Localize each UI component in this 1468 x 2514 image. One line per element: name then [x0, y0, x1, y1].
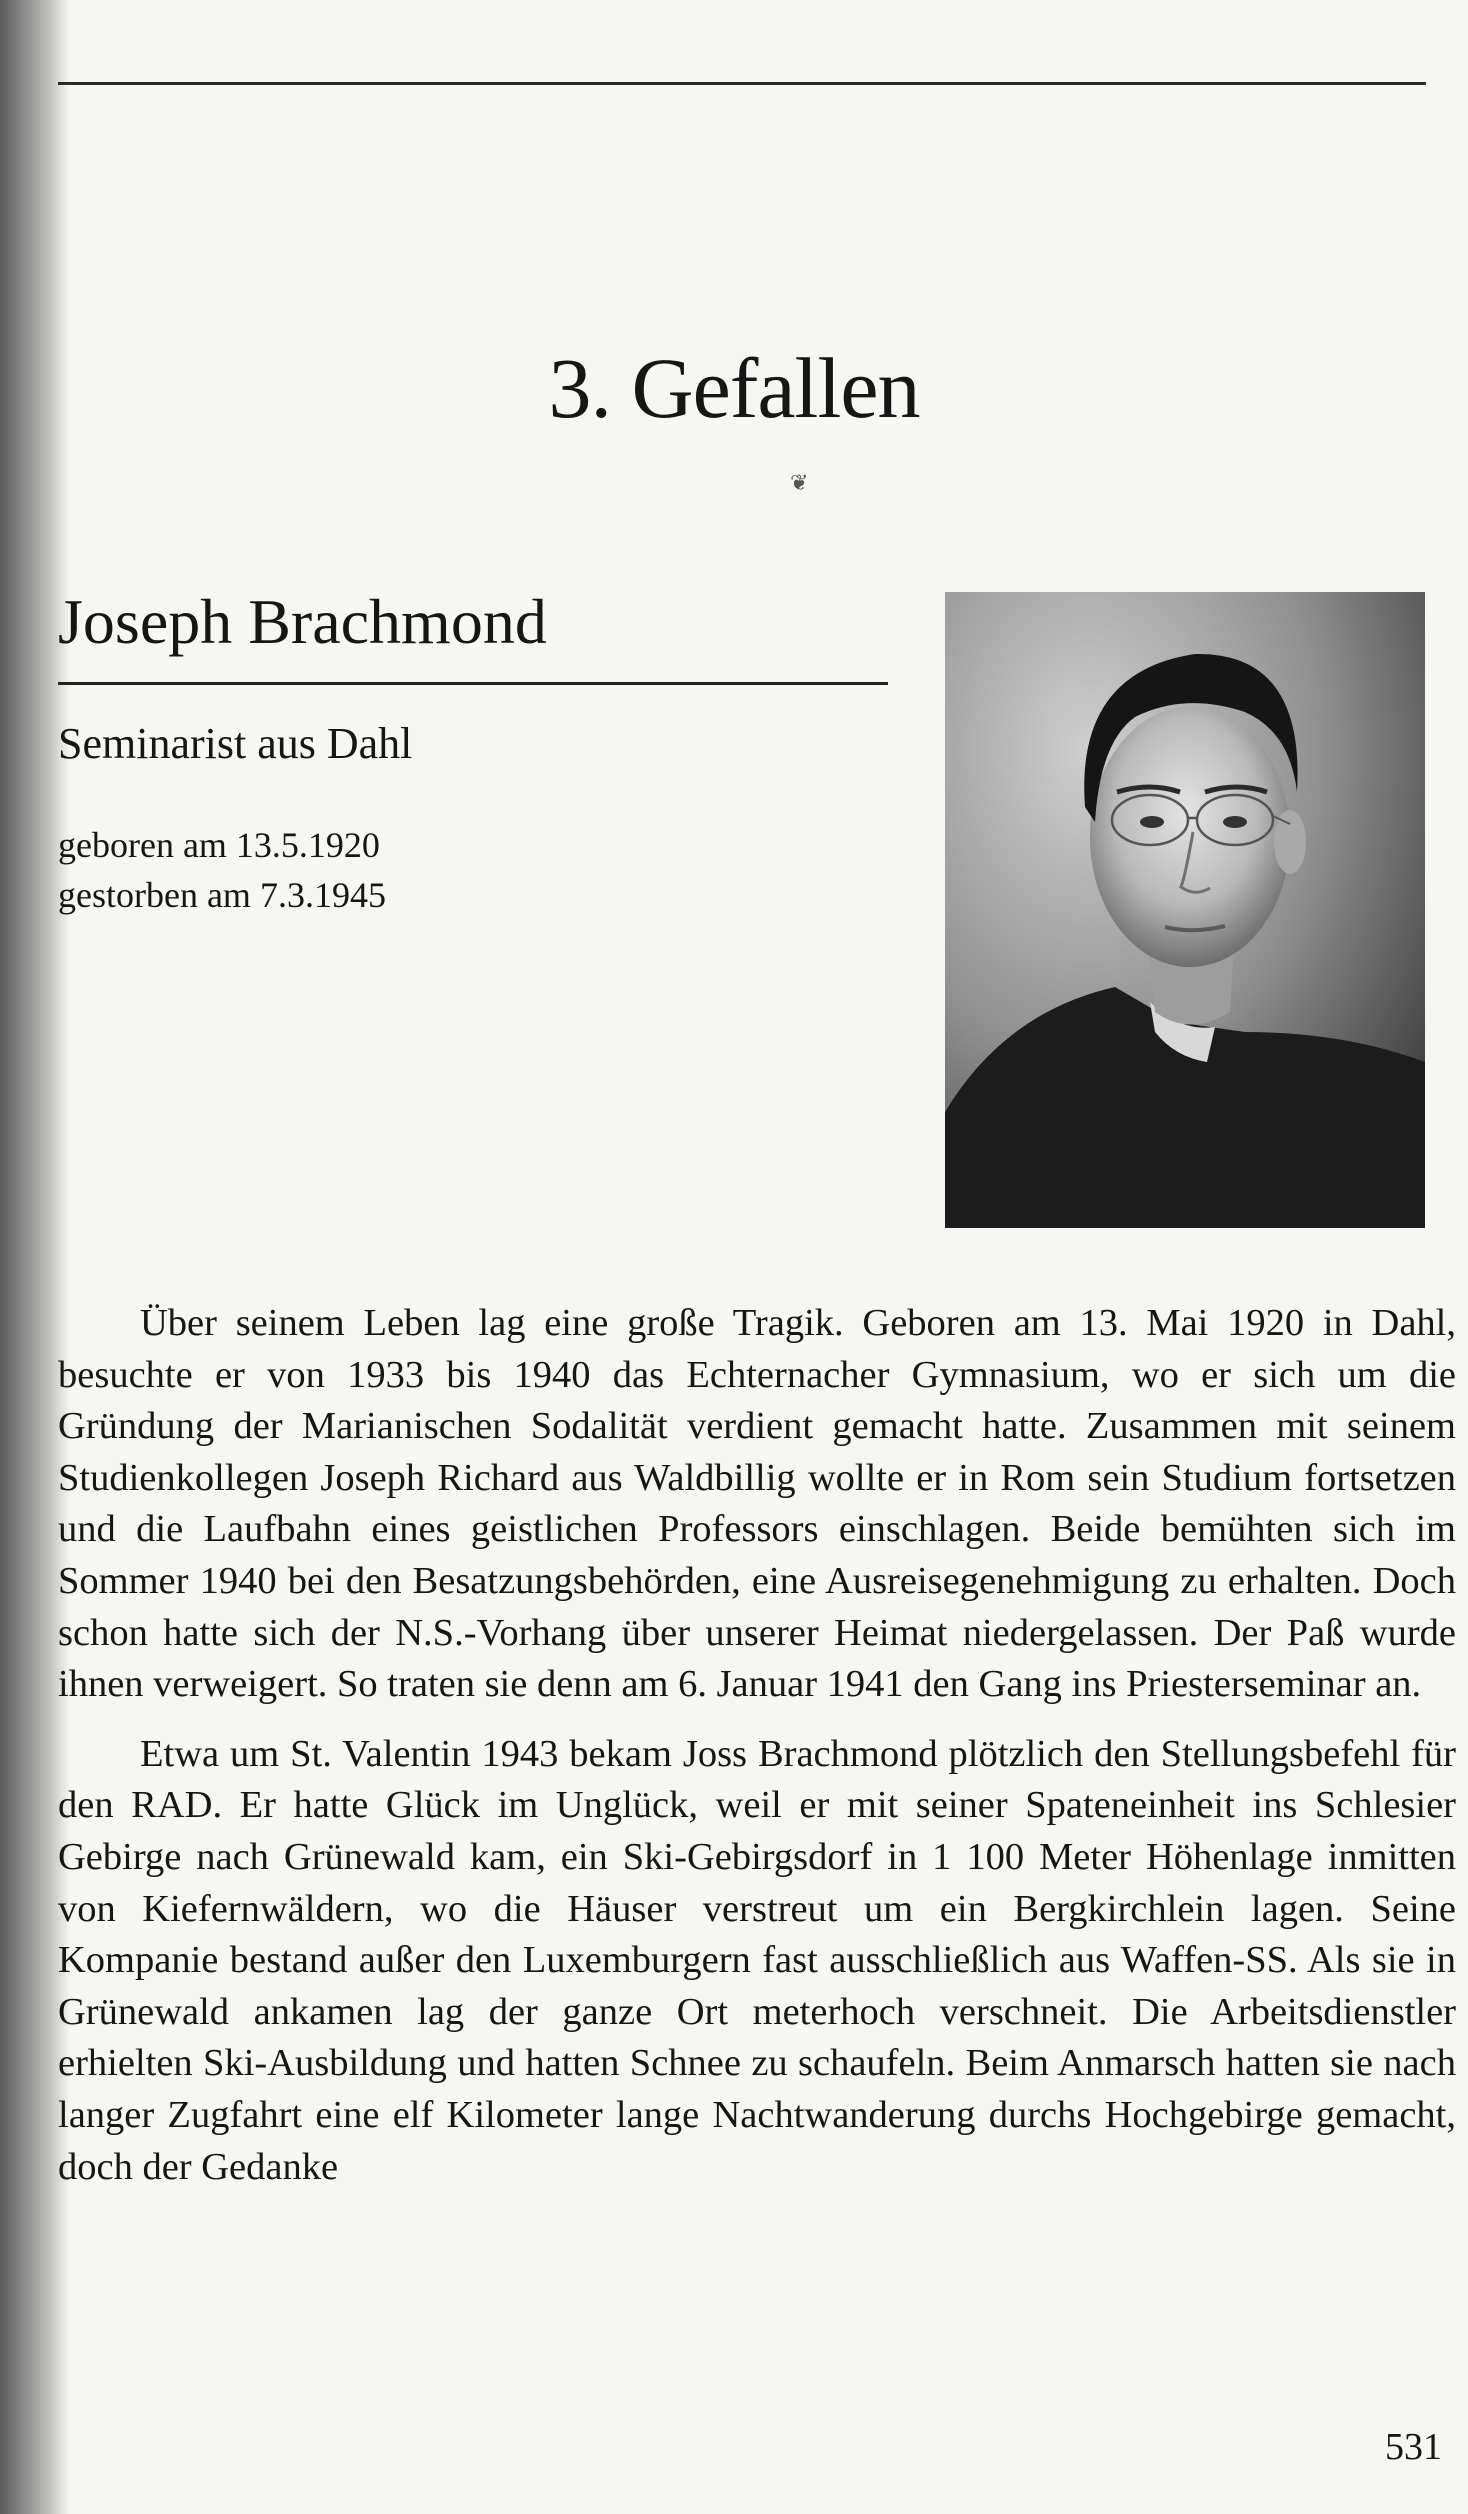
person-subtitle: Seminarist aus Dahl [58, 719, 413, 768]
header-rule [58, 82, 1426, 85]
biography-text [58, 1298, 1456, 2211]
biography-paragraph-2: Etwa um St. Valentin 1943 bekam Joss Brachmond plötzlich den Stellungsbefehl für den RAD. Er hatte Glück im Unglück, weil er mit seiner Spateneinheit ins Schlesier Gebirge nach Grünewald kam, ein Ski-Gebirgsdorf in 1 100 Meter Höhenlage inmitten von Kiefernwäldern, wo die Häuser verstreut um ein Bergkirchlein lagen. Seine Kompanie bestand außer den Luxemburgern fast ausschließlich aus Waffen-SS. Als sie in Grünewald ankamen lag der ganze Ort meterhoch verschneit. Die Arbeitsdienstler erhielten Ski-Ausbildung und hatten Schnee zu schaufeln. Beim Anmarsch hatten sie nach langer Zugfahrt eine elf Kilometer lange Nachtwanderung durchs Hochgebirge gemacht, doch der Gedanke [58, 1732, 1456, 2188]
birth-date: geboren am 13.5.1920 [58, 825, 380, 865]
portrait-photo [945, 592, 1425, 1228]
death-date: gestorben am 7.3.1945 [58, 875, 386, 915]
biography-paragraph-1: Über seinem Leben lag eine große Tragik. Geboren am 13. Mai 1920 in Dahl, besuchte er von 1933 bis 1940 das Echternacher Gymnasium, wo er sich um die Gründung der Marianischen Sodalität verdient gemacht hatte. Zusammen mit seinem Studienkollegen Joseph Richard aus Waldbillig wollte er in Rom sein Studium fortsetzen und die Laufbahn eines geistlichen Professors einschlagen. Beide bemühten sich im Sommer 1940 bei den Besatzungsbehörden, eine Ausreisegenehmigung zu erhalten. Doch schon hatte sich der N.S.-Vorhang über unserer Heimat niedergelassen. Der Paß wurde ihnen verweigert. So traten sie denn am 6. Januar 1941 den Gang ins Priesterseminar an. [58, 1302, 1456, 1706]
person-name: Joseph Brachmond [58, 586, 547, 657]
portrait-photo-icon [945, 592, 1425, 1228]
life-dates [58, 820, 386, 920]
name-divider [58, 682, 888, 685]
ornament-icon: ❦ [790, 470, 809, 495]
page-number: 531 [1385, 2426, 1442, 2468]
chapter-title: 3. Gefallen [548, 340, 920, 436]
